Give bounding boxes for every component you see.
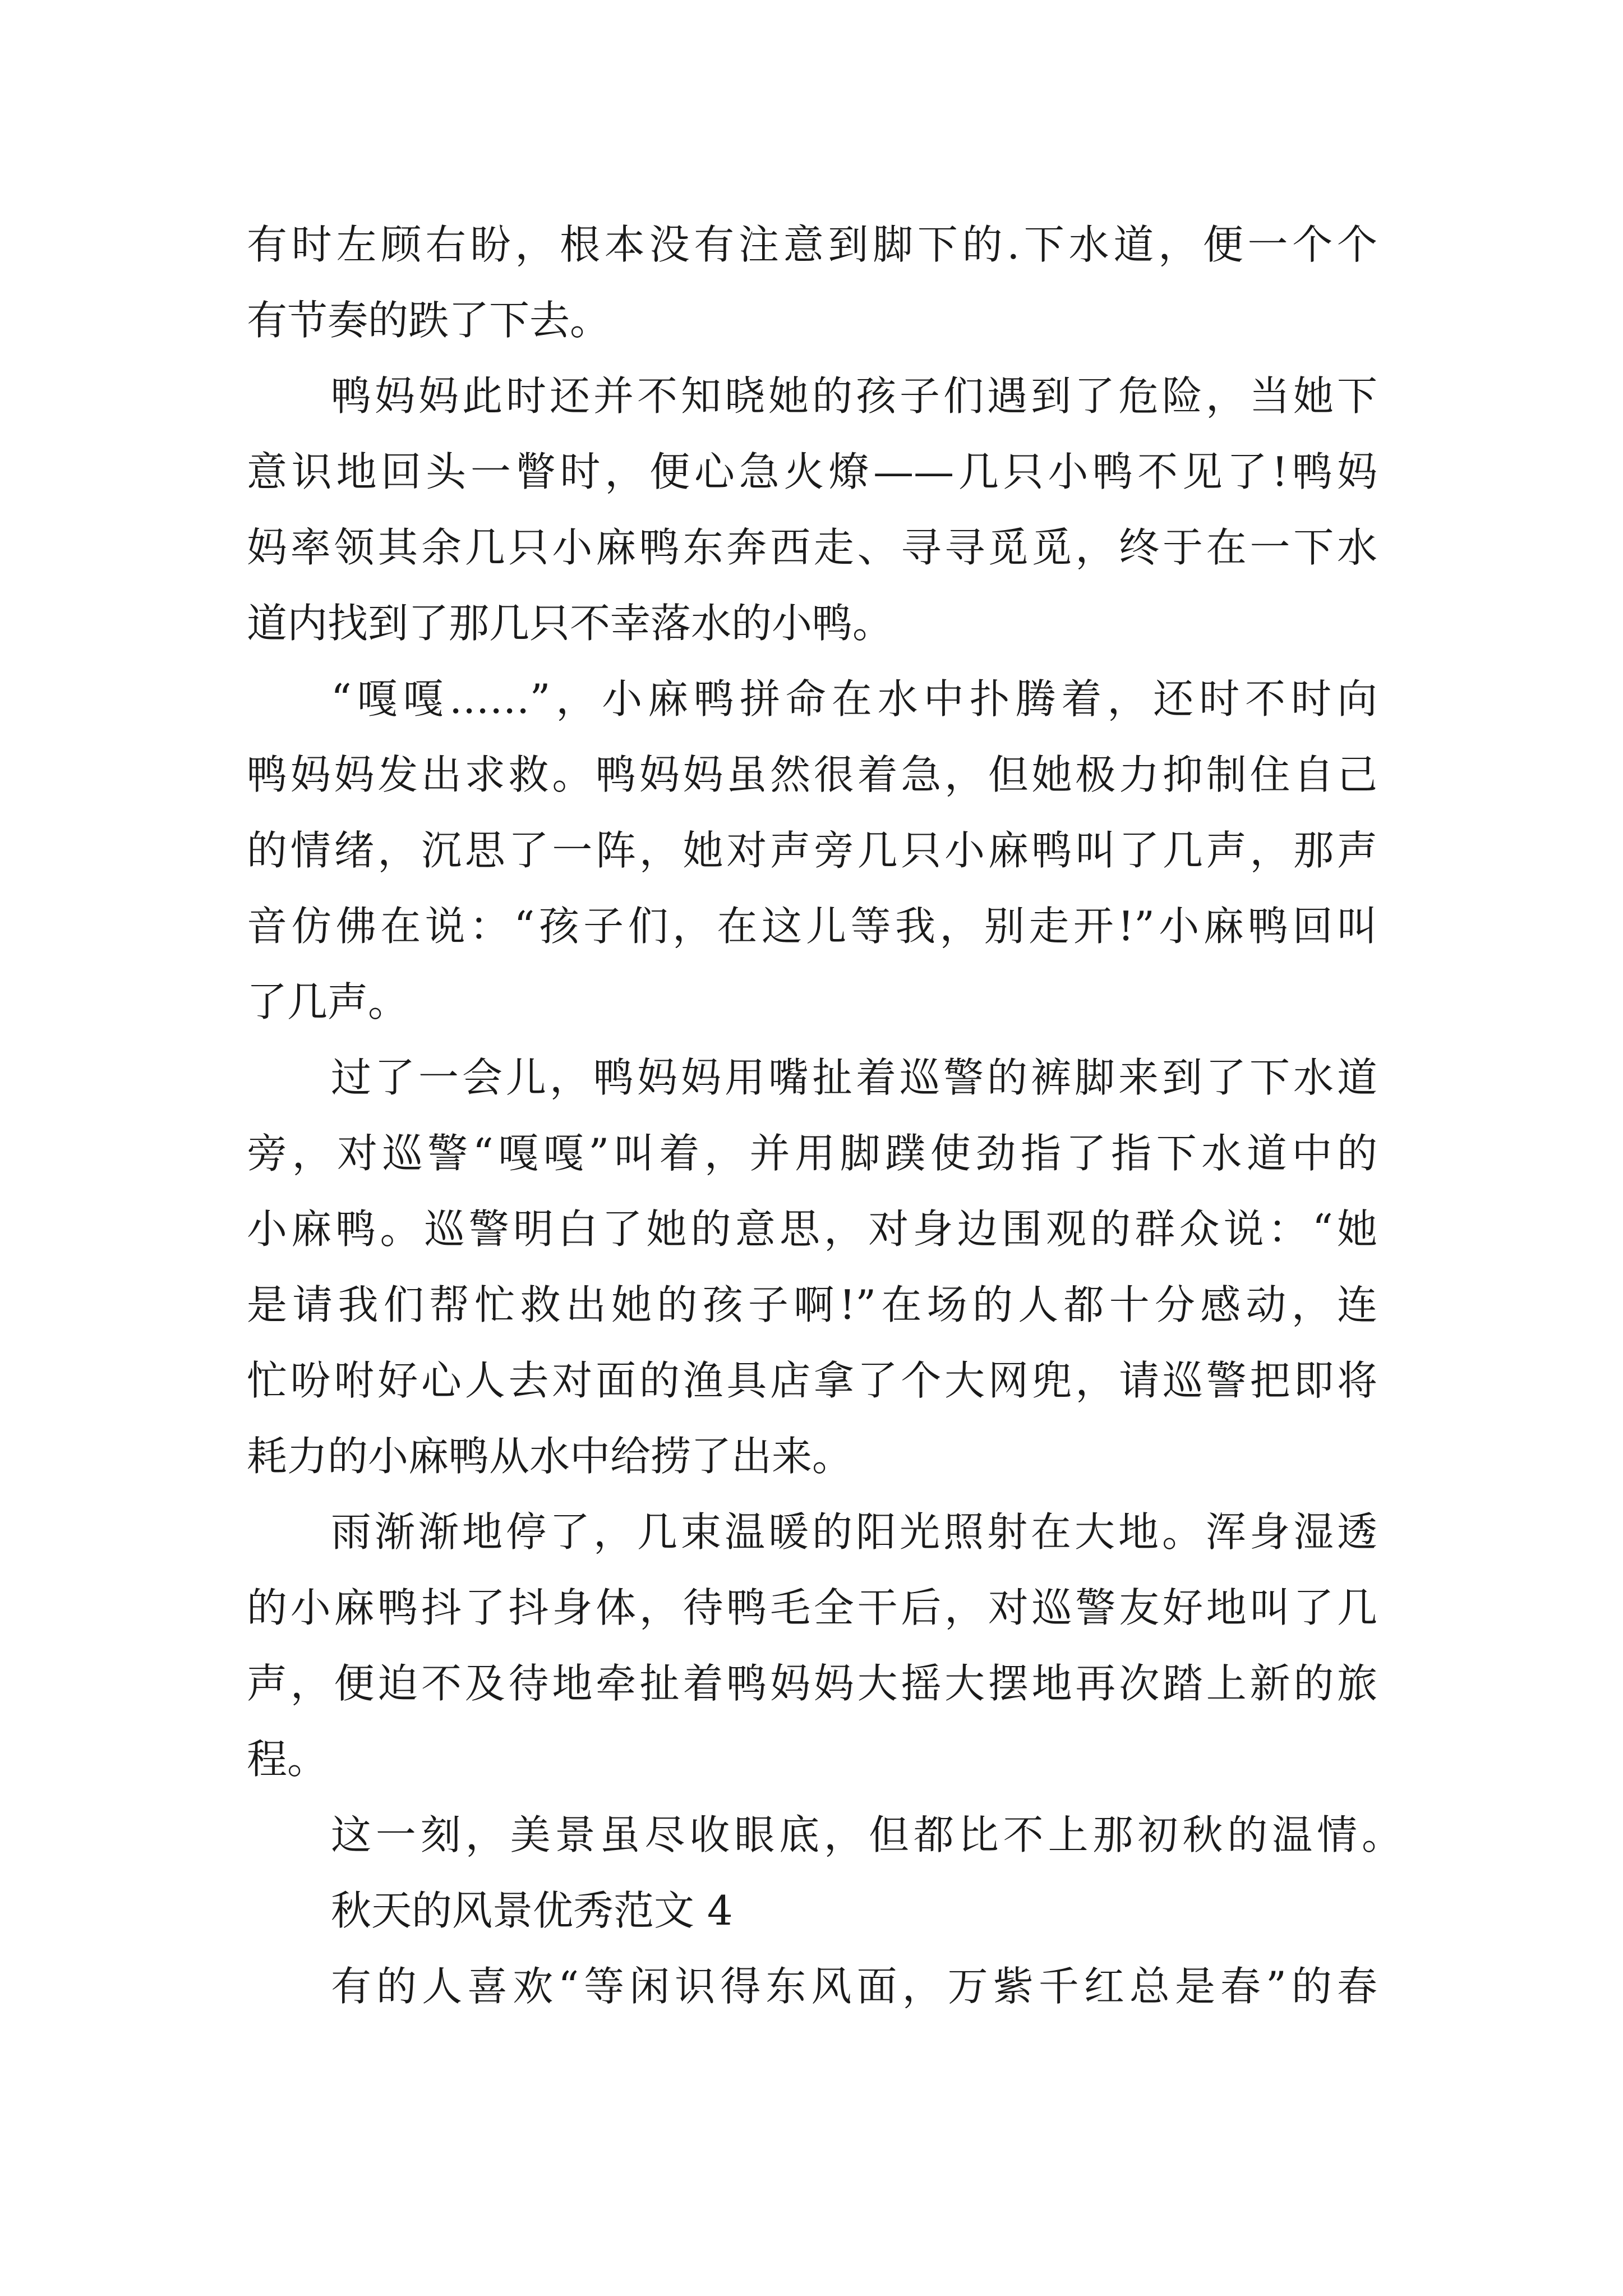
text-line: 了几声。 — [247, 978, 409, 1025]
text-line: 是请我们帮忙救出她的孩子啊!”在场的人都十分感动，连 — [247, 1281, 1377, 1328]
text-line: 意识地回头一瞥时，便心急火燎——几只小鸭不见了!鸭妈 — [247, 448, 1377, 495]
text-line: 有节奏的跌了下去。 — [247, 297, 611, 344]
text-line: 声，便迫不及待地牵扯着鸭妈妈大摇大摆地再次踏上新的旅 — [247, 1660, 1377, 1707]
text-line: 的小麻鸭抖了抖身体，待鸭毛全干后，对巡警友好地叫了几 — [247, 1584, 1377, 1631]
text-line: 小麻鸭。巡警明白了她的意思，对身边围观的群众说：“她 — [247, 1205, 1377, 1253]
text-line: 道内找到了那几只不幸落水的小鸭。 — [247, 600, 893, 647]
text-line: 有时左顾右盼，根本没有注意到脚下的.下水道，便一个个 — [247, 221, 1377, 268]
section-heading: 秋天的风景优秀范文 4 — [331, 1887, 733, 1934]
paragraph-start-line: 过了一会儿，鸭妈妈用嘴扯着巡警的裤脚来到了下水道 — [331, 1054, 1377, 1101]
paragraph-start-line: 雨渐渐地停了，几束温暖的阳光照射在大地。浑身湿透 — [331, 1508, 1377, 1556]
text-line: 旁，对巡警“嘎嘎”叫着，并用脚蹼使劲指了指下水道中的 — [247, 1130, 1377, 1177]
paragraph-start-line: 鸭妈妈此时还并不知晓她的孩子们遇到了危险，当她下 — [331, 372, 1377, 420]
text-line: 音仿佛在说：“孩子们，在这儿等我，别走开!”小麻鸭回叫 — [247, 903, 1377, 950]
paragraph-start-line: 有的人喜欢“等闲识得东风面，万紫千红总是春”的春 — [331, 1963, 1377, 2010]
paragraph-start-line: 这一刻，美景虽尽收眼底，但都比不上那初秋的温情。 — [331, 1811, 1402, 1858]
text-line: 的情绪，沉思了一阵，她对声旁几只小麻鸭叫了几声，那声 — [247, 827, 1377, 874]
text-line: 妈率领其余几只小麻鸭东奔西走、寻寻觅觅，终于在一下水 — [247, 524, 1377, 571]
text-line: 程。 — [247, 1736, 328, 1783]
text-line: 忙吩咐好心人去对面的渔具店拿了个大网兜，请巡警把即将 — [247, 1357, 1377, 1404]
text-line: 耗力的小麻鸭从水中给捞了出来。 — [247, 1433, 853, 1480]
text-line: 鸭妈妈发出求救。鸭妈妈虽然很着急，但她极力抑制住自己 — [247, 751, 1377, 798]
paragraph-start-line: “嘎嘎……”，小麻鸭拼命在水中扑腾着，还时不时向 — [331, 675, 1377, 723]
